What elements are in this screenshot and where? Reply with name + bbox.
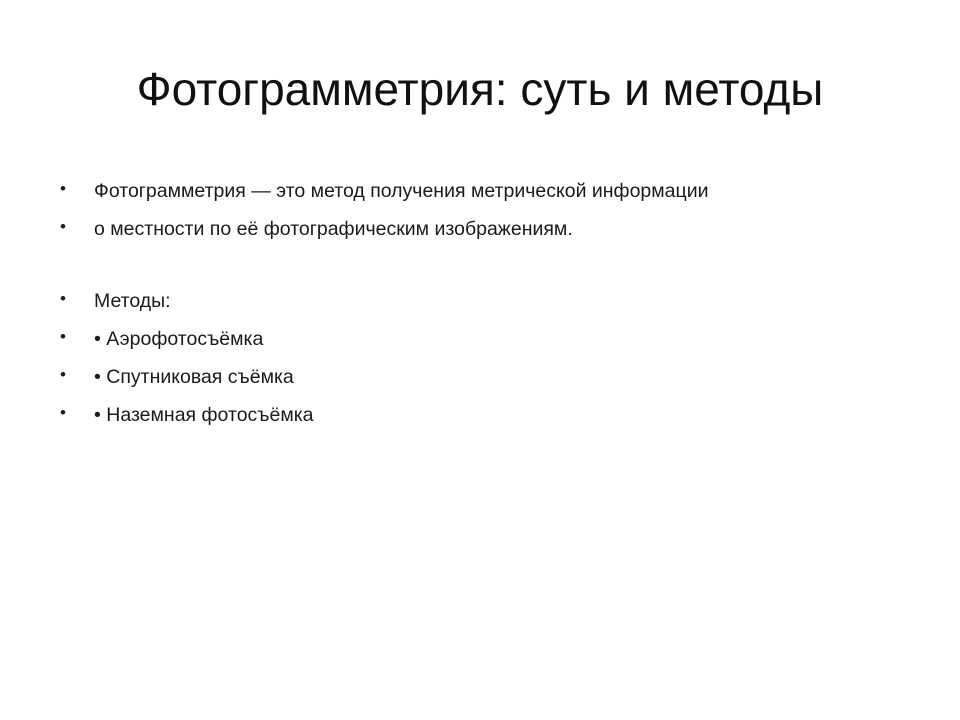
bullet-list — [60, 172, 920, 434]
bullet-text: • Аэрофотосъёмка — [94, 328, 264, 350]
bullet-icon: • — [60, 365, 66, 384]
bullet-item — [60, 396, 920, 434]
bullet-icon: • — [60, 403, 66, 422]
bullet-icon: • — [60, 179, 66, 198]
bullet-icon: • — [60, 327, 66, 346]
bullet-item — [60, 358, 920, 396]
bullet-icon: • — [60, 217, 66, 236]
bullet-text: о местности по её фотографическим изображениям. — [94, 218, 573, 240]
bullet-item — [60, 320, 920, 358]
bullet-icon: • — [60, 289, 66, 308]
bullet-text: Фотограмметрия — это метод получения метрической информации — [94, 180, 709, 202]
bullet-text: • Спутниковая съёмка — [94, 366, 294, 388]
bullet-text: • Наземная фотосъёмка — [94, 404, 314, 426]
bullet-item — [60, 210, 920, 248]
bullet-spacer — [60, 248, 920, 282]
bullet-item — [60, 282, 920, 320]
bullet-text: Методы: — [94, 290, 171, 312]
bullet-item — [60, 172, 920, 210]
slide-title: Фотограмметрия: суть и методы — [136, 63, 824, 115]
